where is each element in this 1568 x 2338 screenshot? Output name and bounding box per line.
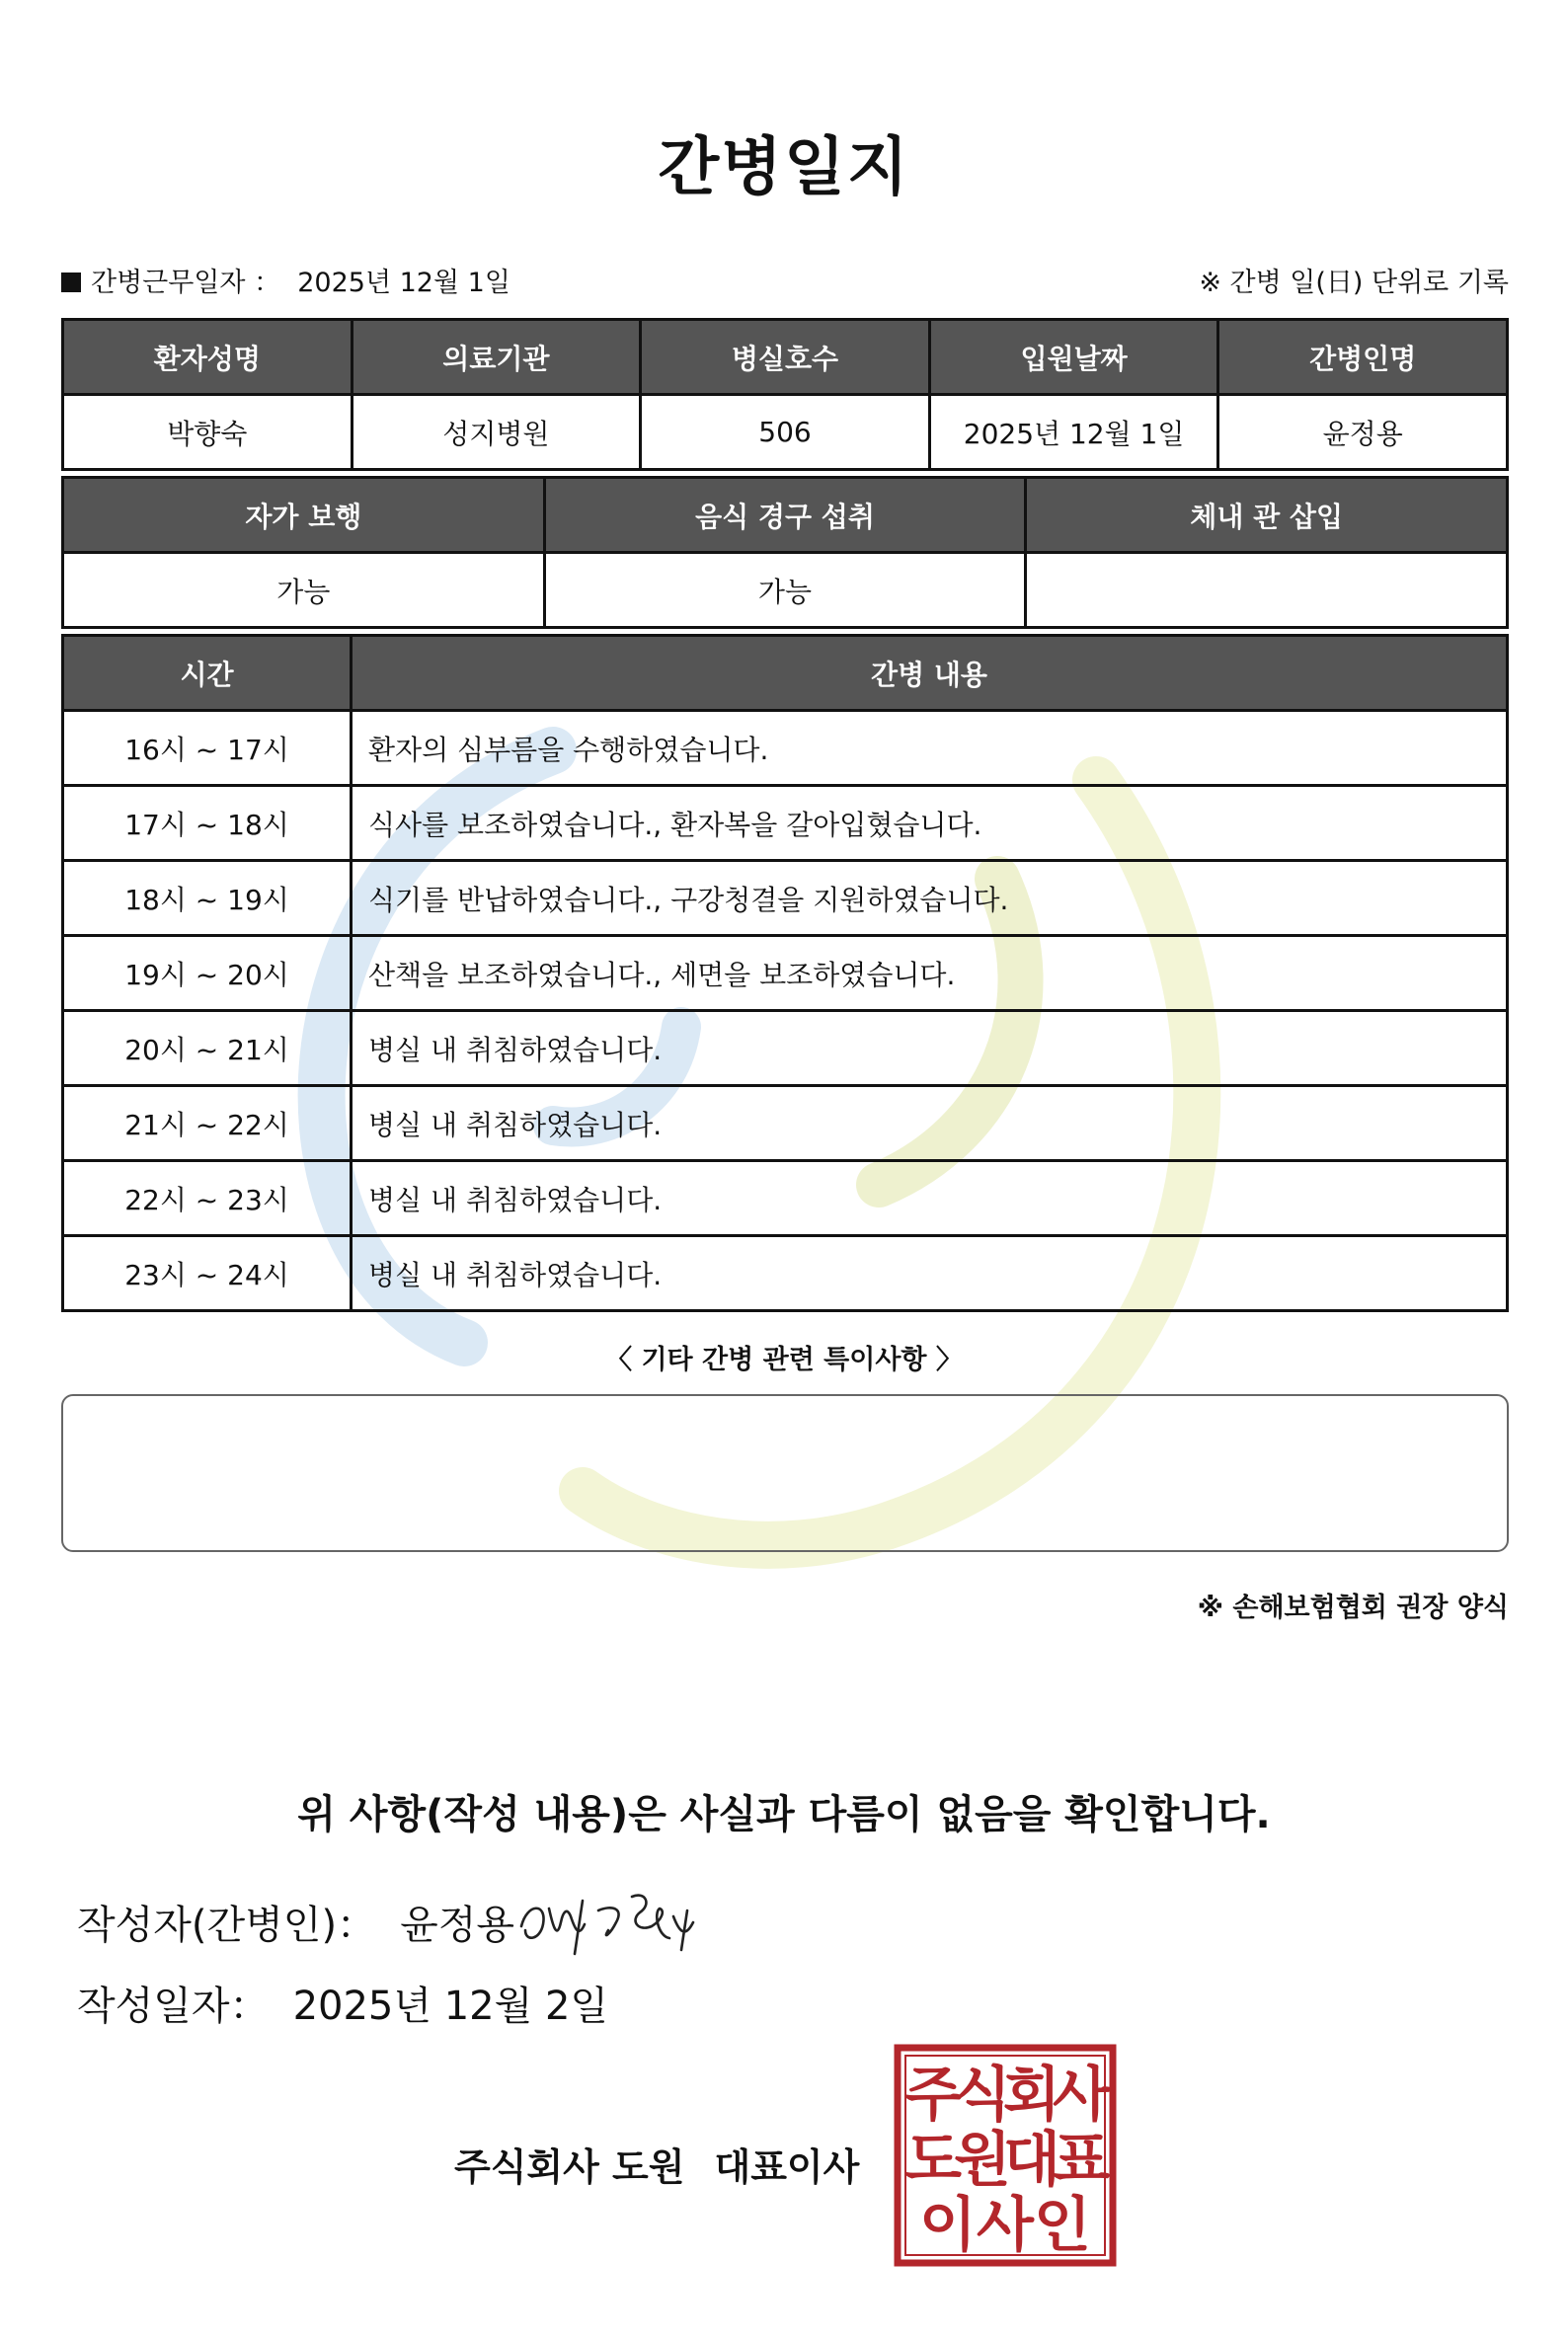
log-time: 18시 ~ 19시 — [63, 861, 352, 936]
table-row — [63, 1236, 1508, 1311]
special-notes-title: 〈 기타 간병 관련 특이사항 〉 — [605, 1345, 963, 1375]
log-time: 16시 ~ 17시 — [63, 711, 352, 786]
log-content: 병실 내 취침하였습니다. — [352, 1011, 1508, 1086]
special-notes-box — [61, 1394, 1509, 1552]
company-name: 주식회사 도원 — [454, 2145, 685, 2189]
log-content: 병실 내 취침하였습니다. — [352, 1086, 1508, 1161]
log-content: 식기를 반납하였습니다., 구강청결을 지원하였습니다. — [352, 861, 1508, 936]
svg-text:표: 표 — [1053, 2126, 1110, 2195]
header-time: 시간 — [63, 636, 352, 711]
header-self-walking: 자가 보행 — [63, 478, 545, 553]
log-content: 식사를 보조하였습니다., 환자복을 갈아입혔습니다. — [352, 786, 1508, 861]
caregiver-name: 윤정용 — [1218, 395, 1508, 470]
admission-date: 2025년 12월 1일 — [929, 395, 1218, 470]
log-time: 21시 ~ 22시 — [63, 1086, 352, 1161]
table-row — [63, 786, 1508, 861]
company-signature-line — [454, 2137, 859, 2191]
patient-status-table — [61, 476, 1509, 629]
svg-text:식: 식 — [954, 2061, 1011, 2130]
confirmation-statement: 위 사항(작성 내용)은 사실과 다름이 없음을 확인합니다. — [297, 1792, 1271, 1837]
unit-note: ※ 간병 일(日) 단위로 기록 — [1199, 268, 1509, 298]
log-content: 병실 내 취침하였습니다. — [352, 1161, 1508, 1236]
write-date-label: 작성일자： — [77, 1984, 270, 2029]
svg-text:원: 원 — [954, 2126, 1011, 2195]
work-date-label: 간병근무일자 ： — [91, 268, 281, 298]
svg-text:인: 인 — [1034, 2191, 1091, 2260]
log-time: 22시 ~ 23시 — [63, 1161, 352, 1236]
log-time: 20시 ~ 21시 — [63, 1011, 352, 1086]
table-row — [63, 861, 1508, 936]
header-patient-name: 환자성명 — [63, 320, 353, 395]
svg-text:회: 회 — [1003, 2061, 1060, 2130]
patient-info-table — [61, 318, 1509, 471]
self-walking-value: 가능 — [63, 553, 545, 628]
writer-line — [77, 1894, 514, 1950]
write-date-value: 2025년 12월 2일 — [292, 1984, 609, 2029]
header-oral-intake: 음식 경구 섭취 — [544, 478, 1026, 553]
svg-text:사: 사 — [977, 2191, 1034, 2260]
company-seal-stamp — [894, 2044, 1117, 2267]
svg-text:주: 주 — [904, 2061, 962, 2130]
writer-label: 작성자(간병인)： — [77, 1903, 377, 1948]
document-title: 간병일지 — [658, 131, 910, 204]
oral-intake-value: 가능 — [544, 553, 1026, 628]
log-content: 산책을 보조하였습니다., 세면을 보조하였습니다. — [352, 936, 1508, 1011]
work-date-line — [61, 261, 510, 299]
header-hospital: 의료기관 — [352, 320, 641, 395]
svg-text:사: 사 — [1053, 2061, 1110, 2130]
work-date-value: 2025년 12월 1일 — [297, 268, 510, 298]
header-tube-insertion: 체내 관 삽입 — [1026, 478, 1508, 553]
header-room-number: 병실호수 — [641, 320, 930, 395]
table-row — [63, 711, 1508, 786]
table-row — [63, 1161, 1508, 1236]
header-caregiver-name: 간병인명 — [1218, 320, 1508, 395]
table-row — [63, 936, 1508, 1011]
log-time: 23시 ~ 24시 — [63, 1236, 352, 1311]
care-log-table — [61, 634, 1509, 1312]
tube-insertion-value — [1026, 553, 1508, 628]
patient-name: 박향숙 — [63, 395, 353, 470]
header-care-content: 간병 내용 — [352, 636, 1508, 711]
log-time: 19시 ~ 20시 — [63, 936, 352, 1011]
log-content: 병실 내 취침하였습니다. — [352, 1236, 1508, 1311]
header-admission-date: 입원날짜 — [929, 320, 1218, 395]
svg-text:이: 이 — [919, 2191, 977, 2260]
table-row — [63, 1011, 1508, 1086]
write-date-line — [77, 1975, 608, 2031]
hospital-name: 성지병원 — [352, 395, 641, 470]
representative-title: 대표이사 — [714, 2145, 860, 2189]
log-time: 17시 ~ 18시 — [63, 786, 352, 861]
table-row — [63, 1086, 1508, 1161]
svg-text:대: 대 — [1003, 2126, 1060, 2195]
log-content: 환자의 심부름을 수행하였습니다. — [352, 711, 1508, 786]
room-number: 506 — [641, 395, 930, 470]
square-bullet-icon — [61, 273, 81, 292]
handwritten-signature — [513, 1881, 711, 1960]
recommendation-note: ※ 손해보험협회 권장 양식 — [1197, 1593, 1509, 1623]
writer-name: 윤정용 — [400, 1903, 514, 1948]
svg-text:도: 도 — [904, 2126, 962, 2195]
